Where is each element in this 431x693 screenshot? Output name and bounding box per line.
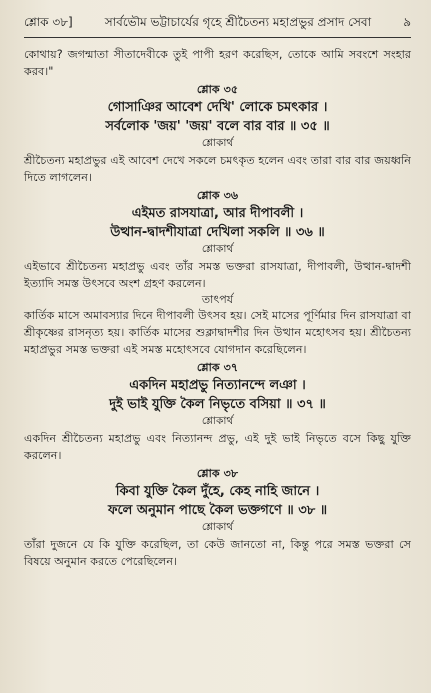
sloka-section: [24, 188, 411, 358]
verse-line: একদিন মহাপ্রভু নিত্যানন্দে লঞা ।: [129, 378, 306, 393]
sloka-label: শ্লোক ৩৬: [196, 189, 239, 202]
purport-paragraph: কার্তিক মাসে অমাবস্যার দিনে দীপাবলী উৎসব হয়। সেই মাসের পূর্ণিমার দিন রাসযাত্রা বা শ্রীকৃষ্ণের রাসনৃত্য হয়। কার্তিক মাসের শুক্লাদ্বাদশীর দিন উত্থান মহোৎসব হয়। শ্রীচৈতন্য মহাপ্রভুর সমস্ত ভক্তরা এই সমস্ত মহোৎসবে যোগদান করেছিলেন।: [24, 309, 411, 356]
running-header: [24, 14, 411, 38]
translation-label: শ্লোকার্থ: [201, 137, 234, 149]
verse-line: উত্থান-দ্বাদশীযাত্রা দেখিলা সকলি ॥ ৩৬ ॥: [110, 225, 325, 240]
verse-line: সর্বলোক 'জয়' 'জয়' বলে বার বার ॥ ৩৫ ॥: [105, 119, 330, 134]
sloka-label: শ্লোক ৩৭: [196, 361, 239, 374]
sloka-section: [24, 360, 411, 464]
translation-paragraph: তাঁরা দুজনে যে কি যুক্তি করেছিল, তা কেউ জানতো না, কিন্তু পরে সমস্ত ভক্তরা সে বিষয়ে অনুমান করতে পেরেছিলেন।: [24, 538, 411, 568]
purport-label: তাৎপর্য: [201, 293, 234, 306]
translation-label: শ্লোকার্থ: [201, 243, 234, 255]
verse-line: গোসাঞির আবেশ দেখি' লোকে চমৎকার ।: [107, 100, 328, 115]
verse-line: কিবা যুক্তি কৈল দুঁহে, কেহ নাহি জানে ।: [115, 484, 320, 499]
translation-paragraph: এইভাবে শ্রীচৈতন্য মহাপ্রভু এবং তাঁর সমস্ত ভক্তরা রাসযাত্রা, দীপাবলী, উত্থান-দ্বাদশী ইত্যাদি সমস্ত উৎসবে অংশ গ্রহণ করলেন।: [24, 260, 411, 290]
verse-line: দুই ভাই যুক্তি কৈল নিভৃতে বসিয়া ॥ ৩৭ ॥: [109, 397, 326, 412]
translation-label: শ্লোকার্থ: [201, 521, 234, 533]
translation-paragraph: শ্রীচৈতন্য মহাপ্রভুর এই আবেশ দেখে সকলে চমৎকৃত হলেন এবং তারা বার বার জয়ধ্বনি দিতে লাগলেন।: [24, 154, 411, 184]
verse-line: ফলে অনুমান পাছে কৈল ভক্তগণে ॥ ৩৮ ॥: [107, 503, 328, 518]
sloka-section: [24, 82, 411, 186]
page-number: ৯: [403, 15, 411, 29]
translation-label: শ্লোকার্থ: [201, 415, 234, 427]
sloka-section: [24, 466, 411, 570]
verse-line: এইমত রাসযাত্রা, আর দীপাবলী ।: [131, 206, 304, 221]
header-chapter-title: সার্বভৌম ভট্টাচার্যের গৃহে শ্রীচৈতন্য মহাপ্রভুর প্রসাদ সেবা: [104, 15, 372, 29]
intro-paragraph: কোথায়? জগন্মাতা সীতাদেবীকে তুই পাপী হরণ করেছিস, তোকে আমি সবংশে সংহার করব।": [24, 48, 411, 78]
header-verse-ref: শ্লোক ৩৮]: [24, 15, 73, 29]
translation-paragraph: একদিন শ্রীচৈতন্য মহাপ্রভু এবং নিত্যানন্দ প্রভু, এই দুই ভাই নিভৃতে বসে কিছু যুক্তি করলেন।: [24, 432, 411, 462]
sloka-label: শ্লোক ৩৮: [196, 467, 239, 480]
sloka-label: শ্লোক ৩৫: [196, 83, 239, 96]
